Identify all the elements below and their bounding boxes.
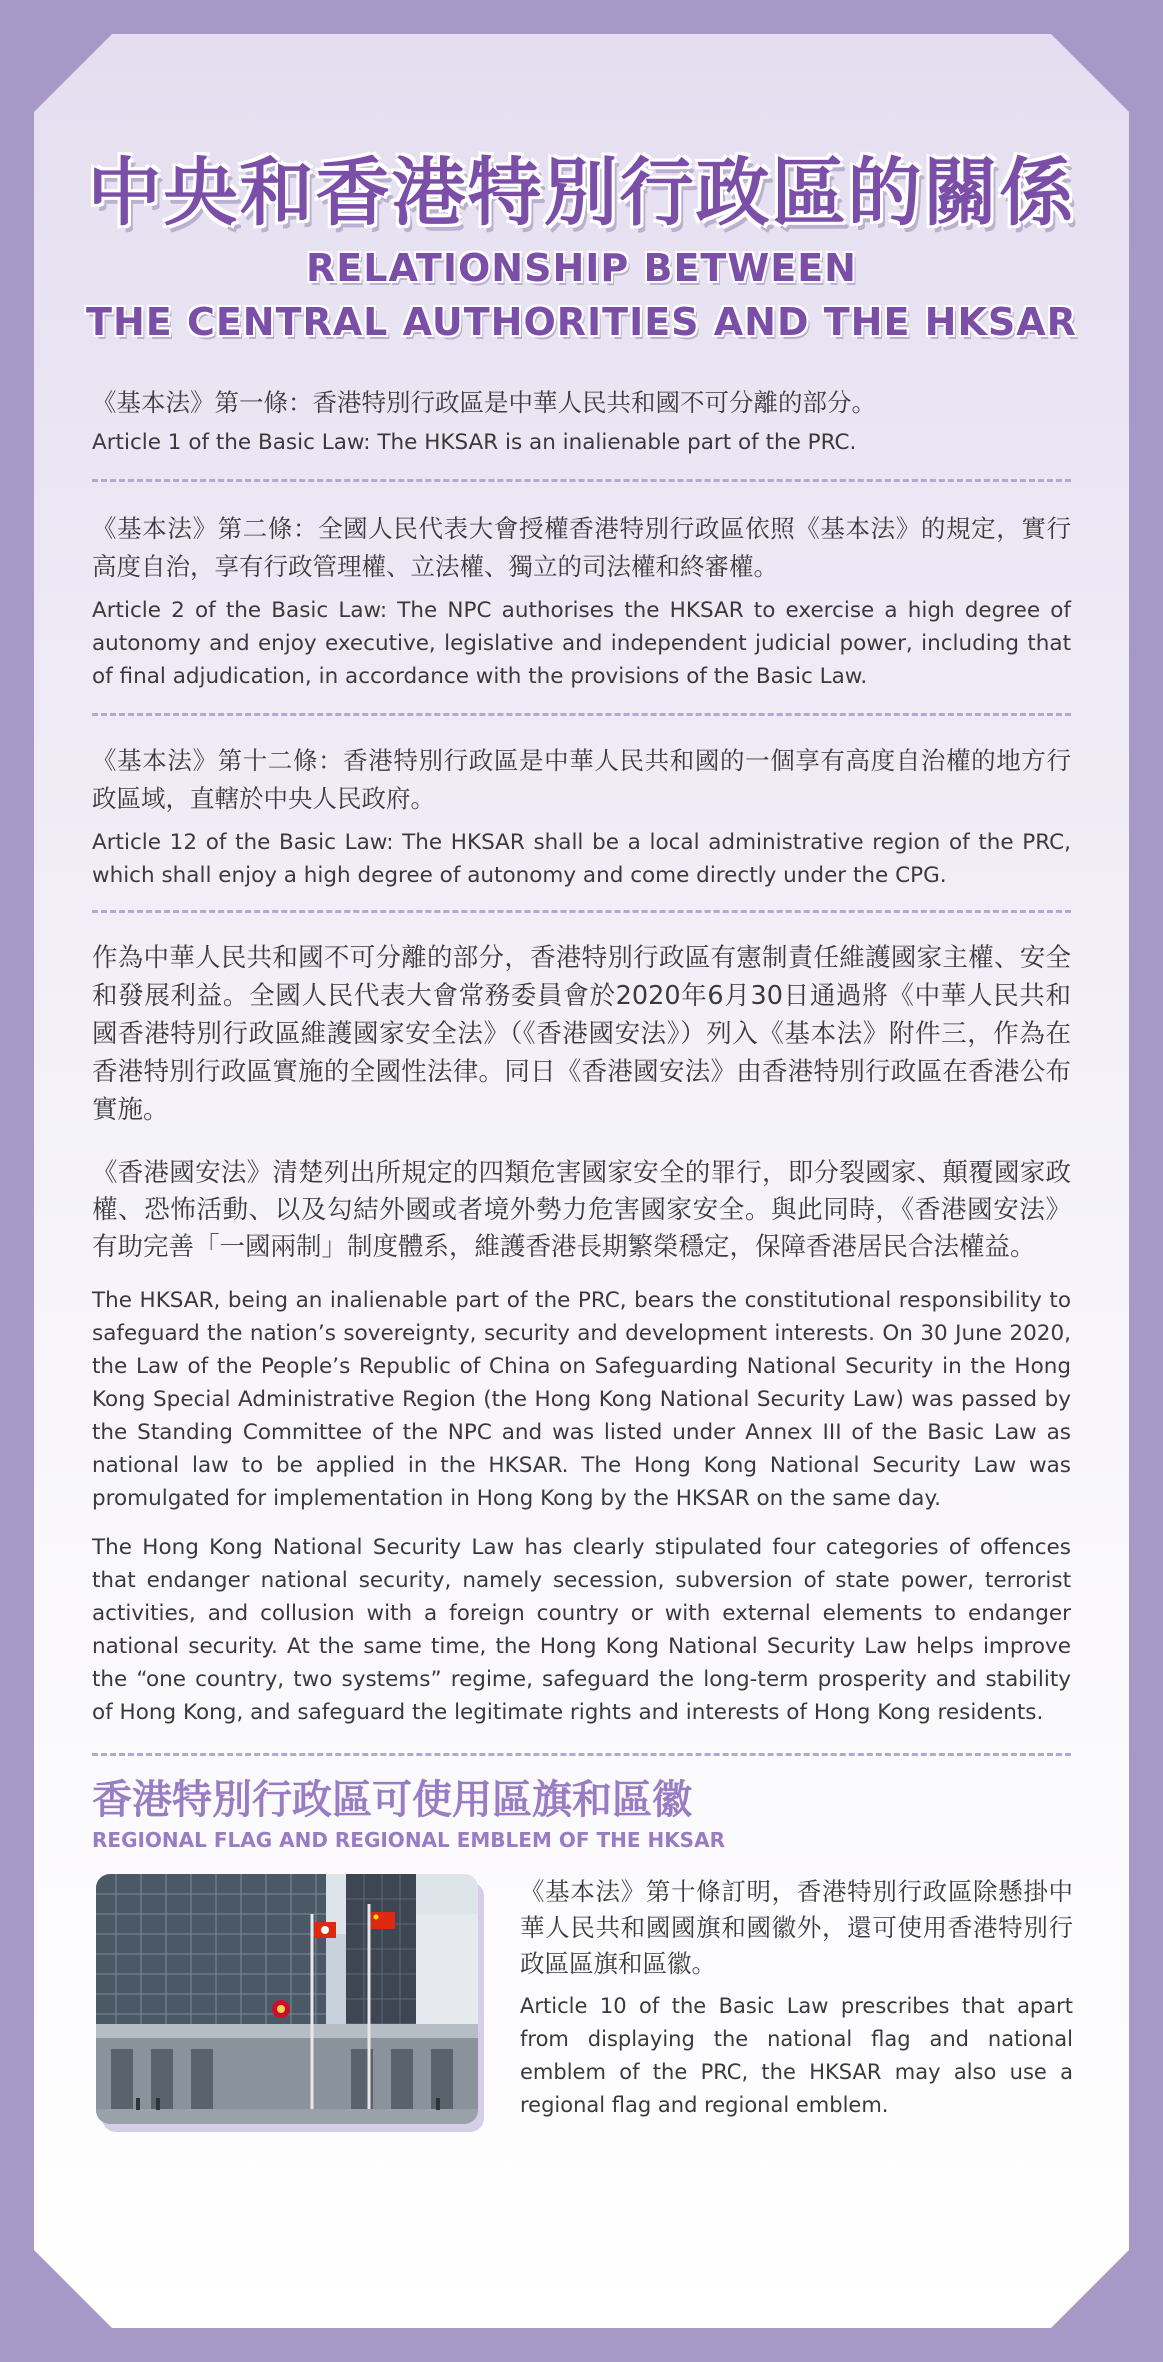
dashed-divider xyxy=(92,713,1071,716)
article-1-block xyxy=(92,384,1071,459)
page-title-zh: 中央和香港特別行政區的關係 xyxy=(87,150,1076,236)
nsl-en-paragraph-2: The Hong Kong National Security Law has clearly stipulated four categories of offences that endanger national security, namely secession, subversion of state power, terrorist activities, and collusion with a foreign country or with external elements to endanger national security. At the same time, the Hong Kong National Security Law helps improve the “one country, two systems” regime, safeguard the long-term prosperity and stability of Hong Kong, and safeguard the legitimate rights and interests of Hong Kong residents. xyxy=(92,1535,1071,1725)
flag-section-row xyxy=(92,1874,1071,2154)
page-title-en-line1: RELATIONSHIP BETWEEN xyxy=(306,246,857,290)
main-content xyxy=(92,380,1071,2154)
dashed-divider xyxy=(92,1753,1071,1756)
flag-section-title-en: REGIONAL FLAG AND REGIONAL EMBLEM OF THE HKSAR xyxy=(92,1828,725,1852)
article-10-en: Article 10 of the Basic Law prescribes that apart from displaying the national flag and national emblem of the PRC, the HKSAR may also use a regional flag and regional emblem. xyxy=(520,1994,1073,2117)
page-title-en-line2: THE CENTRAL AUTHORITIES AND THE HKSAR xyxy=(86,300,1077,344)
article-2-block xyxy=(92,510,1071,693)
building-illustration xyxy=(96,1874,478,2124)
article-10-zh: 《基本法》第十條訂明，香港特別行政區除懸掛中華人民共和國國旗和國徽外，還可使用香港特別行政區區旗和區徽。 xyxy=(520,1877,1073,1978)
nsl-zh-paragraph-2: 《香港國安法》清楚列出所規定的四類危害國家安全的罪行，即分裂國家、顛覆國家政權、恐怖活動、以及勾結外國或者境外勢力危害國家安全。與此同時，《香港國安法》有助完善「一國兩制」制度體系，維護香港長期繁榮穩定，保障香港居民合法權益。 xyxy=(92,1158,1071,1262)
article-12-en: Article 12 of the Basic Law: The HKSAR shall be a local administrative region of the PRC, which shall enjoy a high degree of autonomy and come directly under the CPG. xyxy=(92,830,1071,888)
nsl-en-paragraph-1: The HKSAR, being an inalienable part of the PRC, bears the constitutional responsibility to safeguard the nation’s sovereignty, security and development interests. On 30 June 2020, the Law of the People’s Republic of China on Safeguarding National Security in the Hong Kong Special Administrative Region (the Hong Kong National Security Law) was passed by the Standing Committee of the NPC and was listed under Annex III of the Basic Law as national law to be applied in the HKSAR. The Hong Kong National Security Law was promulgated for implementation in Hong Kong by the HKSAR on the same day. xyxy=(92,1288,1071,1511)
article-2-en: Article 2 of the Basic Law: The NPC authorises the HKSAR to exercise a high degree of autonomy and enjoy executive, legislative and independent judicial power, including that of final adjudication, in accordance with the provisions of the Basic Law. xyxy=(92,598,1071,689)
article-12-block xyxy=(92,742,1071,892)
article-1-zh: 《基本法》第一條：香港特別行政區是中華人民共和國不可分離的部分。 xyxy=(92,388,876,417)
flag-section-title-zh: 香港特別行政區可使用區旗和區徽 xyxy=(92,1777,692,1823)
article-2-zh: 《基本法》第二條：全國人民代表大會授權香港特別行政區依照《基本法》的規定，實行高度自治，享有行政管理權、立法權、獨立的司法權和終審權。 xyxy=(92,514,1071,581)
government-building-photo xyxy=(96,1874,478,2124)
article-12-zh: 《基本法》第十二條：香港特別行政區是中華人民共和國的一個享有高度自治權的地方行政區域，直轄於中央人民政府。 xyxy=(92,746,1071,813)
article-1-en: Article 1 of the Basic Law: The HKSAR is an inalienable part of the PRC. xyxy=(92,430,857,455)
nsl-block xyxy=(92,939,1071,1729)
flag-section xyxy=(92,1774,1071,2154)
flag-section-text xyxy=(520,1874,1073,2122)
dashed-divider xyxy=(92,910,1071,913)
nsl-zh-paragraph-1: 作為中華人民共和國不可分離的部分，香港特別行政區有憲制責任維護國家主權、安全和發展利益。全國人民代表大會常務委員會於2020年6月30日通過將《中華人民共和國香港特別行政區維護國家安全法》（《香港國安法》）列入《基本法》附件三，作為在香港特別行政區實施的全國性法律。同日《香港國安法》由香港特別行政區在香港公布實施。 xyxy=(92,943,1071,1125)
dashed-divider xyxy=(92,479,1071,482)
